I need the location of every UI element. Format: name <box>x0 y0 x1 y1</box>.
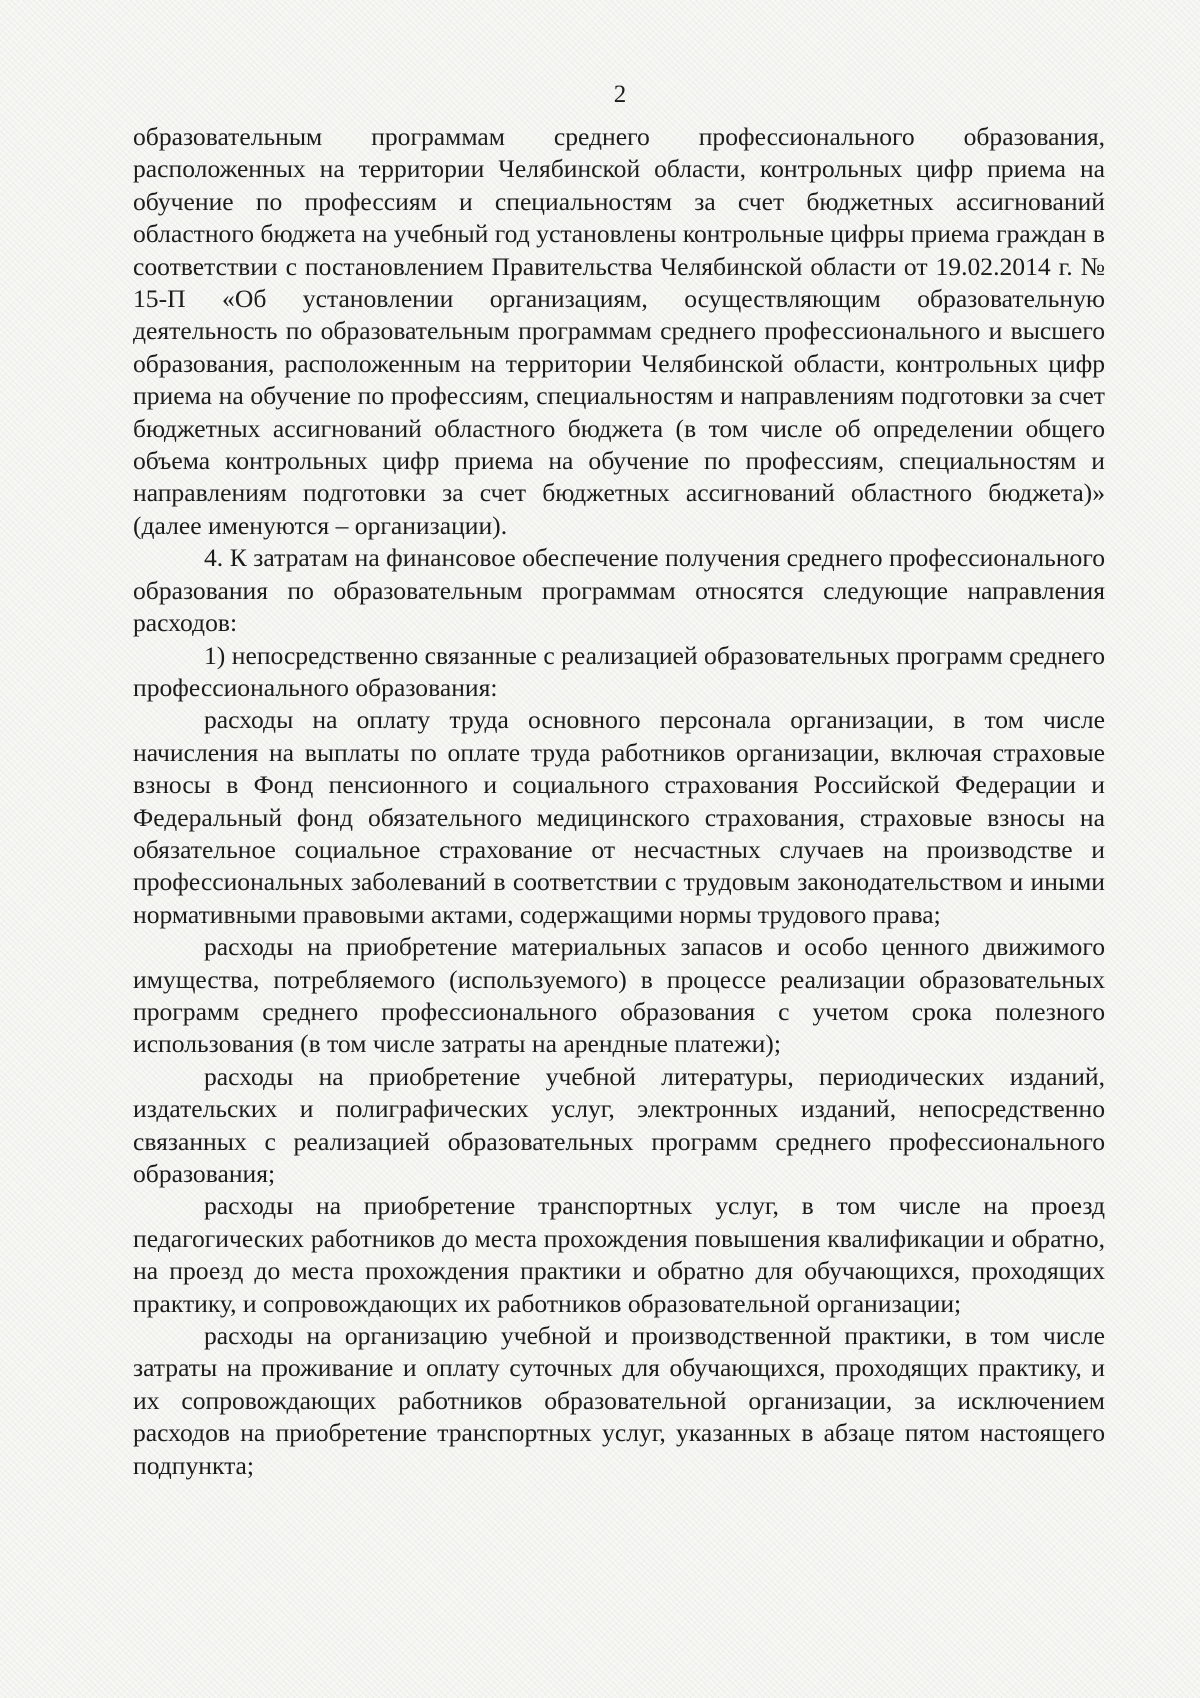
page-number: 2 <box>613 81 627 108</box>
paragraph-literature-expenses: расходы на приобретение учебной литературы, периодических изданий, издательских и полиграфических услуг, электронных изданий, непосредственно связанных с реализацией образовательных программ среднего профессионального образования; <box>133 1061 1105 1188</box>
paragraph-continuation: образовательным программам среднего профессионального образования, расположенных на территории Челябинской области, контрольных цифр приема на обучение по профессиям и специальностям за счет бюджетных ассигнований областного бюджета на учебный год установлены контрольные цифры приема граждан в соответствии с постановлением Правительства Челябинской области от 19.02.2014 г. № 15-П «Об установлении организациям, осуществляющим образовательную деятельность по образовательным программам среднего профессионального и высшего образования, расположенным на территории Челябинской области, контрольных цифр приема на обучение по профессиям, специальностям и направлениям подготовки за счет бюджетных ассигнований областного бюджета (в том числе об определении общего объема контрольных цифр приема на обучение по профессиям, специальностям и направлениям подготовки за счет бюджетных ассигнований областного бюджета)» (далее именуются – организации). <box>133 122 1105 540</box>
paragraph-practice-expenses: расходы на организацию учебной и производственной практики, в том числе затраты на проживание и оплату суточных для обучающихся, проходящих практику, и их сопровождающих работников образовательной организации, за исключением расходов на приобретение транспортных услуг, указанных в абзаце пятом настоящего подпункта; <box>133 1321 1105 1480</box>
paragraph-materials-expenses: расходы на приобретение материальных запасов и особо ценного движимого имущества, потребляемого (используемого) в процессе реализации образовательных программ среднего профессионального образования с учетом срока полезного использования (в том числе затраты на арендные платежи); <box>133 932 1105 1059</box>
paragraph-item-4: 4. К затратам на финансовое обеспечение получения среднего профессионального образования по образовательным программам относятся следующие направления расходов: <box>133 543 1105 638</box>
document-body <box>133 121 1105 1482</box>
paragraph-transport-expenses: расходы на приобретение транспортных услуг, в том числе на проезд педагогических работников до места прохождения повышения квалификации и обратно, на проезд до места прохождения практики и обратно для обучающихся, проходящих практику, и сопровождающих их работников образовательной организации; <box>133 1191 1105 1318</box>
paragraph-labor-expenses: расходы на оплату труда основного персонала организации, в том числе начисления на выплаты по оплате труда работников организации, включая страховые взносы в Фонд пенсионного и социального страхования Российской Федерации и Федеральный фонд обязательного медицинского страхования, страховые взносы на обязательное социальное страхование от несчастных случаев на производстве и профессиональных заболеваний в соответствии с трудовым законодательством и иными нормативными правовыми актами, содержащими нормы трудового права; <box>133 705 1105 929</box>
paragraph-subitem-1: 1) непосредственно связанные с реализацией образовательных программ среднего профессионального образования: <box>133 640 1105 702</box>
